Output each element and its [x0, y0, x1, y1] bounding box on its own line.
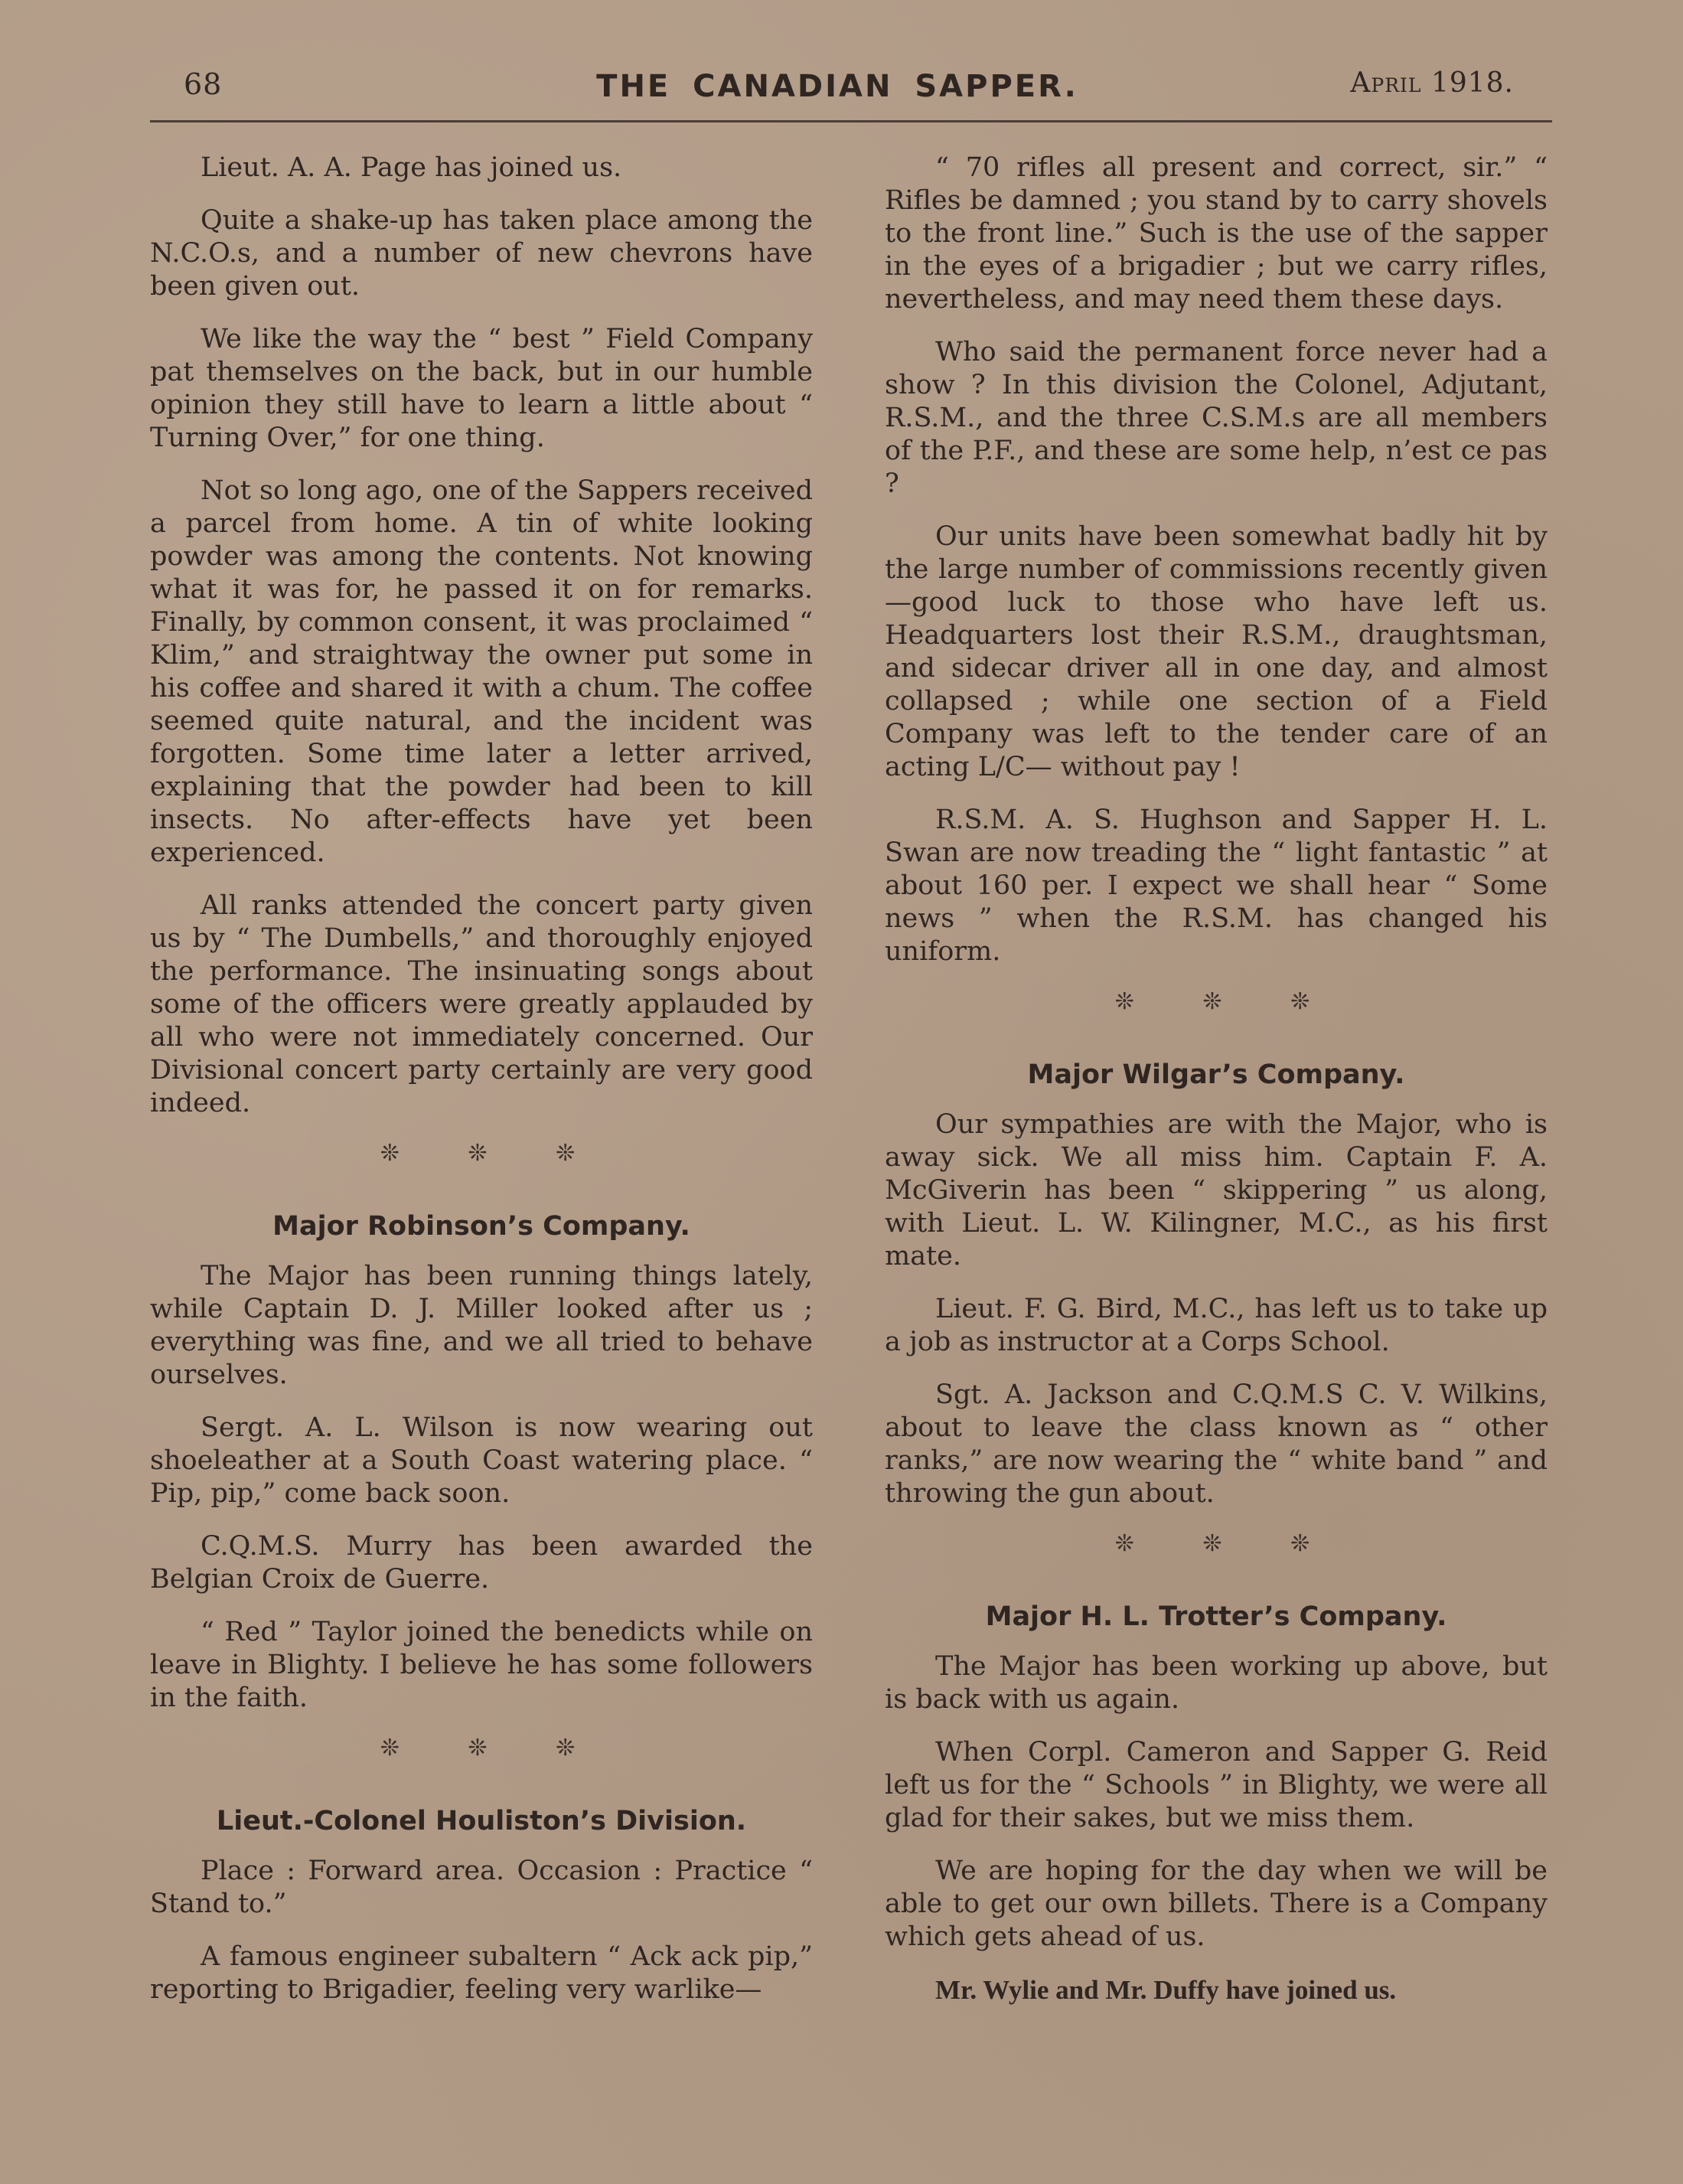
journal-title: THE CANADIAN SAPPER.: [596, 69, 1078, 104]
section-divider-stars: ❊ ❊ ❊: [1114, 1530, 1341, 1557]
paragraph: R.S.M. A. S. Hughson and Sapper H. L. Swan are now treading the “ light fantastic ” at about 160 per. I expect we shall hear “ Some news ” when the R.S.M. has changed his uniform.: [885, 805, 1548, 967]
paragraph: Sgt. A. Jackson and C.Q.M.S C. V. Wilkins, about to leave the class known as “ other ranks,” are now wearing the “ white band ” and throwing the gun about.: [885, 1379, 1548, 1509]
issue-date: April 1918.: [1350, 67, 1514, 99]
header-rule: [150, 120, 1552, 122]
paragraph: “ 70 rifles all present and correct, sir.” “ Rifles be damned ; you stand by to carry shovels to the front line.” Such is the use of the sapper in the eyes of a brigadier ; but we carry rifles, nevertheless, and may need them these days.: [885, 152, 1548, 315]
paragraph: We are hoping for the day when we will be able to get our own billets. There is a Company which gets ahead of us.: [885, 1856, 1548, 1952]
paragraph: A famous engineer subaltern “ Ack ack pip,” reporting to Brigadier, feeling very warlike—: [150, 1941, 813, 2005]
section-heading: Lieut.-Colonel Houliston’s Division.: [216, 1806, 747, 1836]
paragraph: Not so long ago, one of the Sappers received a parcel from home. A tin of white looking powder was among the contents. Not knowing what it was for, he passed it on for remarks. Finally, by common consent, it was proclaimed “ Klim,” and straightway the owner put some in his coffee and shared it with a chum. The coffee seemed quite natural, and the incident was forgotten. Some time later a letter arrived, explaining that the powder had been to kill insects. No after-effects have yet been experienced.: [150, 475, 813, 868]
paragraph: When Corpl. Cameron and Sapper G. Reid left us for the “ Schools ” in Blighty, we were all glad for their sakes, but we miss them.: [885, 1737, 1548, 1833]
paragraph: The Major has been running things lately, while Captain D. J. Miller looked after us ; everything was fine, and we all tried to behave ourselves.: [150, 1261, 813, 1390]
left-column: [150, 152, 813, 2026]
section-divider-stars: ❊ ❊ ❊: [380, 1140, 606, 1167]
paragraph: “ Red ” Taylor joined the benedicts while on leave in Blighty. I believe he has some followers in the faith.: [150, 1617, 813, 1713]
paragraph: Who said the permanent force never had a show ? In this division the Colonel, Adjutant, R.S.M., and the three C.S.M.s are all members of the P.F., and these are some help, n’est ce pas ?: [885, 337, 1548, 499]
paragraph: All ranks attended the concert party given us by “ The Dumbells,” and thoroughly enjoyed the performance. The insinuating songs about some of the officers were greatly applauded by all who were not immediately concerned. Our Divisional concert party certainly are very good indeed.: [150, 890, 813, 1118]
section-divider-stars: ❊ ❊ ❊: [380, 1735, 606, 1761]
paragraph: Place : Forward area. Occasion : Practice “ Stand to.”: [150, 1856, 813, 1919]
section-heading: Major H. L. Trotter’s Company.: [985, 1601, 1447, 1632]
section-heading: Major Robinson’s Company.: [272, 1211, 690, 1242]
paragraph: Lieut. A. A. Page has joined us.: [201, 152, 622, 183]
section-heading: Major Wilgar’s Company.: [1027, 1059, 1405, 1090]
section-divider-stars: ❊ ❊ ❊: [1114, 988, 1341, 1015]
paragraph: The Major has been working up above, but is back with us again.: [885, 1651, 1548, 1715]
paragraph: C.Q.M.S. Murry has been awarded the Belgian Croix de Guerre.: [150, 1531, 813, 1595]
paragraph: Lieut. F. G. Bird, M.C., has left us to take up a job as instructor at a Corps School.: [885, 1294, 1548, 1357]
page-header: [150, 67, 1525, 113]
paragraph: Mr. Wylie and Mr. Duffy have joined us.: [935, 1975, 1397, 2005]
right-column: [885, 152, 1548, 2026]
paragraph: Sergt. A. L. Wilson is now wearing out shoeleather at a South Coast watering place. “ Pip, pip,” come back soon.: [150, 1412, 813, 1509]
page-number: 68: [184, 67, 223, 101]
paragraph: Our units have been somewhat badly hit by the large number of commissions recently given —good luck to those who have left us. Headquarters lost their R.S.M., draughtsman, and sidecar driver all in one day, and almost collapsed ; while one section of a Field Company was left to the tender care of an acting L/C— without pay !: [885, 521, 1548, 782]
paragraph: We like the way the “ best ” Field Company pat themselves on the back, but in our humble opinion they still have to learn a little about “ Turning Over,” for one thing.: [150, 324, 813, 453]
paragraph: Quite a shake-up has taken place among the N.C.O.s, and a number of new chevrons have been given out.: [150, 205, 813, 302]
paragraph: Our sympathies are with the Major, who is away sick. We all miss him. Captain F. A. McGiverin has been “ skippering ” us along, with Lieut. L. W. Kilingner, M.C., as his first mate.: [885, 1109, 1548, 1272]
